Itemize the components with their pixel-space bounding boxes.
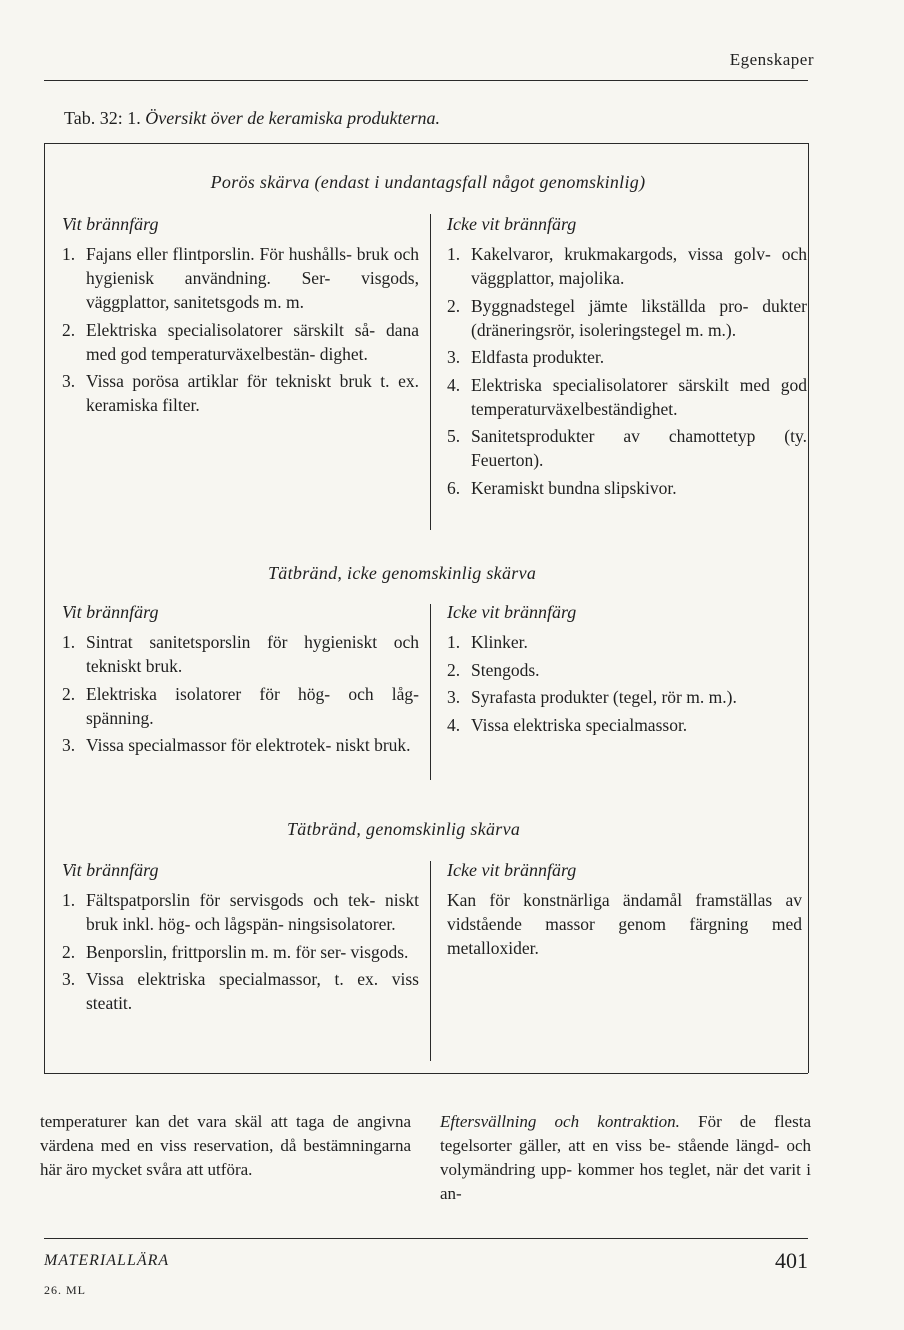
list-item: 3. Eldfasta produkter.	[447, 347, 605, 367]
column-heading: Vit brännfärg	[62, 602, 159, 622]
section-porous-left-column	[62, 212, 419, 421]
column-heading: Icke vit brännfärg	[447, 214, 577, 234]
section-porous-right-column	[447, 212, 807, 503]
body-text-right: Eftersvällning och kontraktion. För de flesta tegelsorter gäller, att en viss be- stående längd- och volymändring upp- kommer hos teglet, när det varit i an-	[440, 1112, 811, 1203]
section-dense-translucent-left-column	[62, 858, 419, 1019]
table-right-rule	[808, 143, 809, 1073]
list-item: 1. Klinker.	[447, 632, 528, 652]
table-left-rule	[44, 143, 45, 1073]
list-item: 3. Vissa porösa artiklar för tekniskt bruk t. ex. keramiska filter.	[62, 371, 419, 415]
signature-mark: 26. ML	[44, 1283, 86, 1297]
section-dense-opaque-left-column	[62, 600, 419, 761]
list-item: 1. Fältspatporslin för servisgods och tek- niskt bruk inkl. hög- och lågspän- ningsisolatorer.	[62, 890, 419, 934]
column-divider	[430, 604, 431, 780]
list-item: 2. Benporslin, frittporslin m. m. för ser- visgods.	[62, 941, 409, 962]
page-number: 401	[775, 1248, 808, 1273]
list-item: 3. Syrafasta produkter (tegel, rör m. m.).	[447, 687, 737, 707]
column-divider	[430, 861, 431, 1061]
list-item: 6. Keramiskt bundna slipskivor.	[447, 477, 677, 498]
section-title-dense-translucent: Tätbränd, genomskinlig skärva	[287, 819, 521, 839]
list-item: 1. Fajans eller flintporslin. För hushålls- bruk och hygienisk användning. Ser- visgods, väggplattor, sanitetsgods m. m.	[62, 244, 419, 312]
list-item: 1. Kakelvaror, krukmakargods, vissa golv- och väggplattor, majolika.	[447, 244, 807, 288]
section-title-porous: Porös skärva (endast i undantagsfall något genomskinlig)	[210, 172, 646, 192]
paragraph-heading: Eftersvällning och kontraktion.	[440, 1112, 680, 1131]
list-item: 4. Vissa elektriska specialmassor.	[447, 714, 688, 735]
body-text-left: temperaturer kan det vara skäl att taga de angivna värdena med en viss reservation, då bestämningarna här äro mycket svåra att utföra.	[40, 1112, 411, 1179]
table-bottom-rule	[44, 1073, 808, 1074]
table-caption	[64, 108, 440, 129]
column-divider	[430, 214, 431, 530]
header-rule	[44, 80, 808, 81]
book-title: MATERIALLÄRA	[44, 1252, 170, 1269]
list-item: 2. Stengods.	[447, 659, 540, 680]
table-caption-prefix: Tab. 32: 1.	[64, 108, 141, 128]
column-heading: Icke vit brännfärg	[447, 602, 577, 622]
column-heading: Vit brännfärg	[62, 214, 159, 234]
column-heading: Vit brännfärg	[62, 860, 159, 880]
list-item: 5. Sanitetsprodukter av chamottetyp (ty. Feuerton).	[447, 426, 807, 470]
list-item: 1. Sintrat sanitetsporslin för hygieniskt och tekniskt bruk.	[62, 632, 419, 676]
list-item: 2. Elektriska isolatorer för hög- och låg- spänning.	[62, 683, 419, 728]
column-heading: Icke vit brännfärg	[447, 860, 577, 880]
section-dense-opaque-right-column	[447, 600, 807, 740]
section-title-dense-opaque: Tätbränd, icke genomskinlig skärva	[268, 563, 537, 583]
section-dense-translucent-right-column	[447, 858, 802, 960]
running-header: Egenskaper	[729, 50, 814, 69]
list-item: 4. Elektriska specialisolatorer särskilt med god temperaturväxelbeständighet.	[447, 374, 807, 419]
footer-rule	[44, 1238, 808, 1239]
list-item: 3. Vissa specialmassor för elektrotek- niskt bruk.	[62, 735, 411, 755]
list-item: 2. Byggnadstegel jämte likställda pro- dukter (dräneringsrör, isoleringstegel m. m.).	[447, 295, 807, 340]
list-item: 2. Elektriska specialisolatorer särskilt så- dana med god temperaturväxelbestän- dighet.	[62, 319, 419, 364]
column-paragraph: Kan för konstnärliga ändamål framställas av vidstående massor genom färgning med metalloxider.	[447, 890, 802, 958]
table-top-rule	[44, 143, 808, 144]
list-item: 3. Vissa elektriska specialmassor, t. ex. viss steatit.	[62, 969, 419, 1013]
table-caption-title: Översikt över de keramiska produkterna.	[145, 108, 440, 128]
